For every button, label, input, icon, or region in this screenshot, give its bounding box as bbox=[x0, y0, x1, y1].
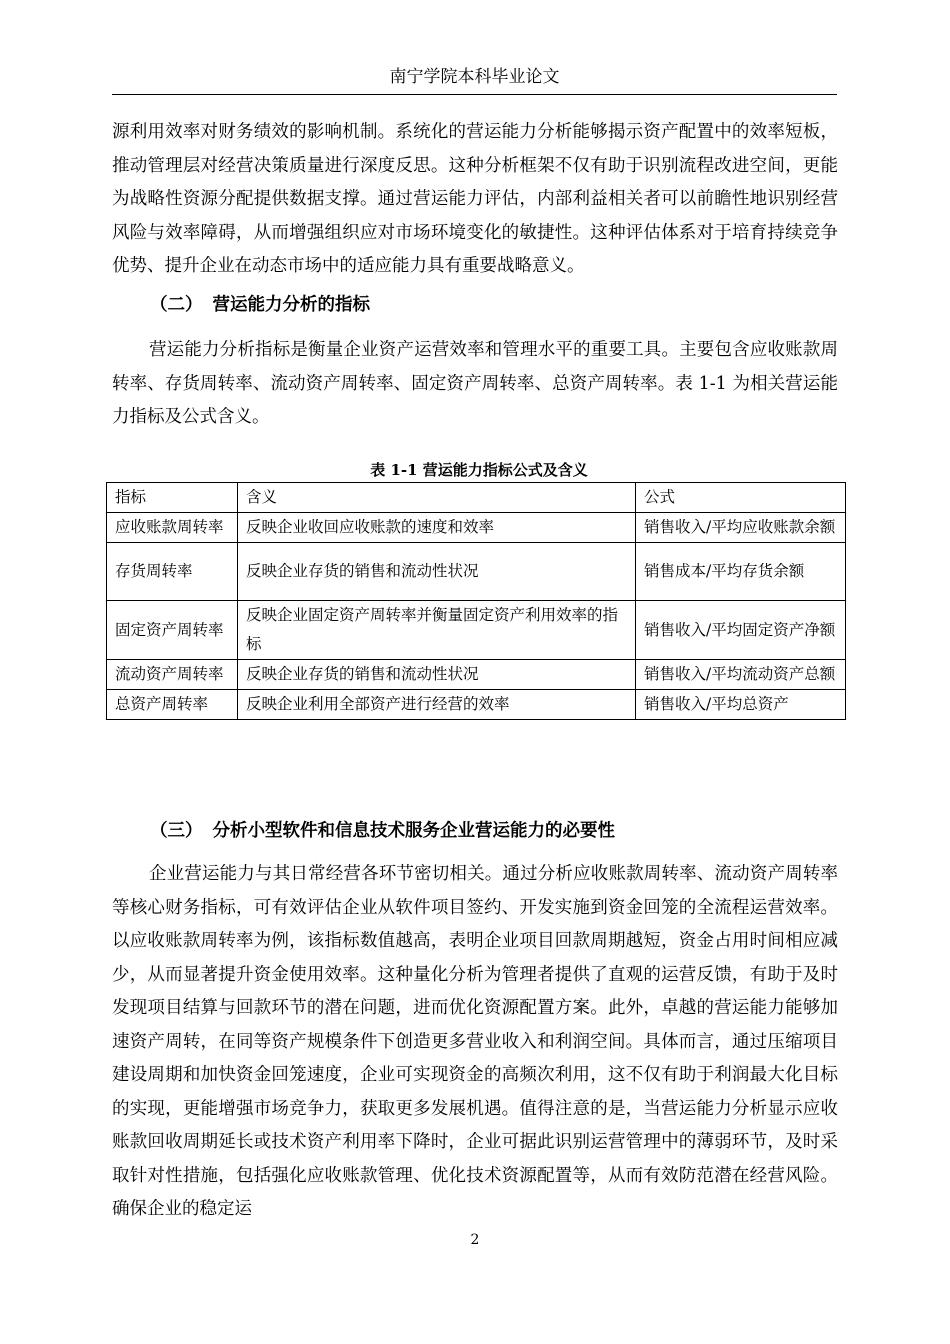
table-header-cell: 公式 bbox=[636, 483, 846, 513]
table-cell: 应收账款周转率 bbox=[107, 513, 238, 543]
section-heading-2 bbox=[150, 290, 370, 320]
table-cell: 反映企业存货的销售和流动性状况 bbox=[238, 543, 636, 601]
table-row bbox=[107, 543, 846, 601]
table-row bbox=[107, 513, 846, 543]
table-row bbox=[107, 601, 846, 660]
table-header-row bbox=[107, 483, 846, 513]
table-cell: 存货周转率 bbox=[107, 543, 238, 601]
table-cell: 反映企业利用全部资产进行经营的效率 bbox=[238, 690, 636, 720]
table-row bbox=[107, 660, 846, 690]
table-cell: 反映企业固定资产周转率并衡量固定资产利用效率的指标 bbox=[238, 601, 636, 660]
section-number: （二） bbox=[150, 295, 203, 315]
section-heading-3 bbox=[150, 816, 615, 846]
table-header-cell: 指标 bbox=[107, 483, 238, 513]
table-cell: 销售成本/平均存货余额 bbox=[636, 543, 846, 601]
section-title: 营运能力分析的指标 bbox=[212, 295, 370, 315]
table-cell: 销售收入/平均固定资产净额 bbox=[636, 601, 846, 660]
table-header-cell: 含义 bbox=[238, 483, 636, 513]
paragraph-3: 企业营运能力与其日常经营各环节密切相关。通过分析应收账款周转率、流动资产周转率等核心财务指标，可有效评估企业从软件项目签约、开发实施到资金回笼的全流程运营效率。以应收账款周转率为例，该指标数值越高，表明企业项目回款周期越短，资金占用时间相应减少，从而显著提升资金使用效率。这种量化分析为管理者提供了直观的运营反馈，有助于及时发现项目结算与回款环节的潜在问题，进而优化资源配置方案。此外，卓越的营运能力能够加速资产周转，在同等资产规模条件下创造更多营业收入和利润空间。具体而言，通过压缩项目建设周期和加快资金回笼速度，企业可实现资金的高频次利用，这不仅有助于利润最大化目标的实现，更能增强市场竞争力，获取更多发展机遇。值得注意的是，当营运能力分析显示应收账款回收周期延长或技术资产利用率下降时，企业可据此识别运营管理中的薄弱环节，及时采取针对性措施，包括强化应收账款管理、优化技术资源配置等，从而有效防范潜在经营风险。确保企业的稳定运 bbox=[112, 864, 838, 1219]
indicator-table bbox=[106, 482, 846, 720]
paragraph-1: 源利用效率对财务绩效的影响机制。系统化的营运能力分析能够揭示资产配置中的效率短板，推动管理层对经营决策质量进行深度反思。这种分析框架不仅有助于识别流程改进空间，更能为战略性资源分配提供数据支撑。通过营运能力评估，内部利益相关者可以前瞻性地识别经营风险与效率障碍，从而增强组织应对市场环境变化的敏捷性。这种评估体系对于培育持续竞争优势、提升企业在动态市场中的适应能力具有重要战略意义。 bbox=[112, 122, 838, 276]
table-cell: 总资产周转率 bbox=[107, 690, 238, 720]
table-cell: 销售收入/平均总资产 bbox=[636, 690, 846, 720]
section-number: （三） bbox=[150, 821, 203, 841]
page-number: 2 bbox=[470, 1232, 480, 1248]
page-header: 南宁学院本科毕业论文 bbox=[112, 62, 837, 95]
table-cell: 反映企业收回应收账款的速度和效率 bbox=[238, 513, 636, 543]
table-cell: 销售收入/平均流动资产总额 bbox=[636, 660, 846, 690]
table-cell: 流动资产周转率 bbox=[107, 660, 238, 690]
table-caption: 表 1-1 营运能力指标公式及含义 bbox=[370, 461, 588, 479]
table-cell: 固定资产周转率 bbox=[107, 601, 238, 660]
paragraph-2: 营运能力分析指标是衡量企业资产运营效率和管理水平的重要工具。主要包含应收账款周转率、存货周转率、流动资产周转率、固定资产周转率、总资产周转率。表 1-1 为相关营运能力指标及公式含义。 bbox=[112, 340, 838, 427]
table-cell: 销售收入/平均应收账款余额 bbox=[636, 513, 846, 543]
table-row bbox=[107, 690, 846, 720]
section-title: 分析小型软件和信息技术服务企业营运能力的必要性 bbox=[212, 821, 615, 841]
table-cell: 反映企业存货的销售和流动性状况 bbox=[238, 660, 636, 690]
